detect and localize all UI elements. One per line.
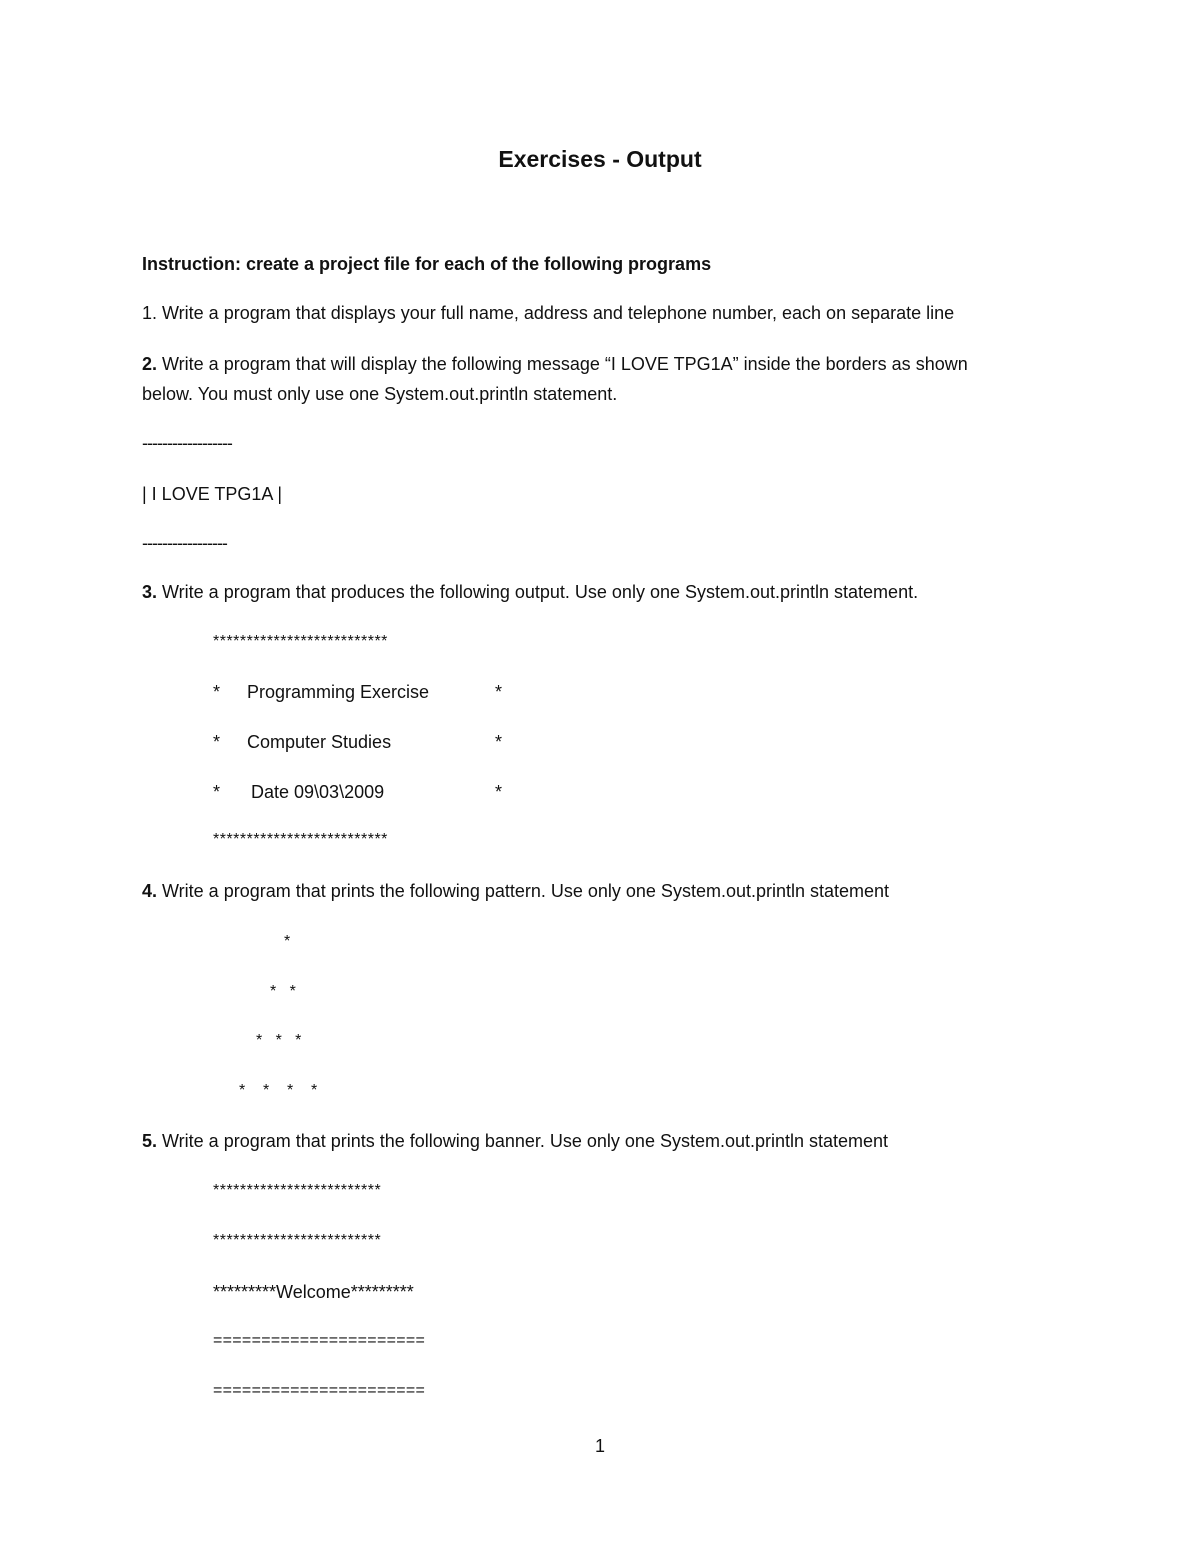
exercise-1-text: Write a program that displays your full name, address and telephone number, each on separate line (157, 303, 955, 323)
frame-right-star: * (495, 682, 503, 702)
page-number: 1 (594, 1436, 605, 1456)
frame-left-star: * (213, 782, 221, 802)
exercise-1 (142, 301, 954, 325)
border-top-line: ------------------ (142, 433, 232, 453)
banner-line-5: ====================== (213, 1382, 426, 1399)
exercise-3-text: Write a program that produces the following output. Use only one System.out.println statement. (157, 582, 919, 602)
exercise-4 (142, 879, 889, 903)
frame-label: Date 09\03\2009 (251, 782, 385, 802)
exercise-1-number: 1. (142, 303, 158, 323)
star-line-bottom: ************************** (213, 831, 388, 848)
border-bottom-line: ----------------- (142, 533, 227, 553)
exercise-2-text-line-2: below. You must only use one System.out.println statement. (142, 384, 618, 404)
frame-right-star: * (495, 732, 503, 752)
instruction-text: Instruction: create a project file for each of the following programs (142, 254, 712, 274)
frame-row-1 (0, 680, 1200, 704)
exercise-5-text: Write a program that prints the following banner. Use only one System.out.println statement (157, 1131, 889, 1151)
frame-left-star: * (213, 682, 221, 702)
frame-row-2 (0, 730, 1200, 754)
frame-label: Computer Studies (247, 732, 392, 752)
exercise-4-text: Write a program that prints the following pattern. Use only one System.out.println statement (157, 881, 890, 901)
banner-welcome-line: *********Welcome********* (213, 1282, 414, 1302)
exercise-2-text-line-1: Write a program that will display the following message “I LOVE TPG1A” inside the borders as shown (157, 354, 968, 374)
exercise-3-number: 3. (142, 582, 158, 602)
frame-right-star: * (495, 782, 503, 802)
page-title: Exercises - Output (498, 146, 702, 172)
frame-row-3 (0, 780, 1200, 804)
pattern-row-3: * * * (256, 1032, 302, 1049)
banner-line-2: ************************* (213, 1232, 382, 1249)
star-line-top: ************************** (213, 633, 388, 650)
pattern-row-2: * * (270, 983, 296, 1000)
exercise-5 (142, 1129, 888, 1153)
love-message: | I LOVE TPG1A | (142, 484, 283, 504)
frame-left-star: * (213, 732, 221, 752)
exercise-5-number: 5. (142, 1131, 158, 1151)
exercise-2-number: 2. (142, 354, 158, 374)
exercise-2 (142, 352, 968, 376)
frame-label: Programming Exercise (247, 682, 430, 702)
pattern-row-1: * (284, 933, 291, 950)
exercise-3 (142, 580, 918, 604)
banner-line-4: ====================== (213, 1332, 426, 1349)
banner-line-1: ************************* (213, 1182, 382, 1199)
pattern-row-4: * * * * (239, 1082, 318, 1099)
exercise-4-number: 4. (142, 881, 158, 901)
